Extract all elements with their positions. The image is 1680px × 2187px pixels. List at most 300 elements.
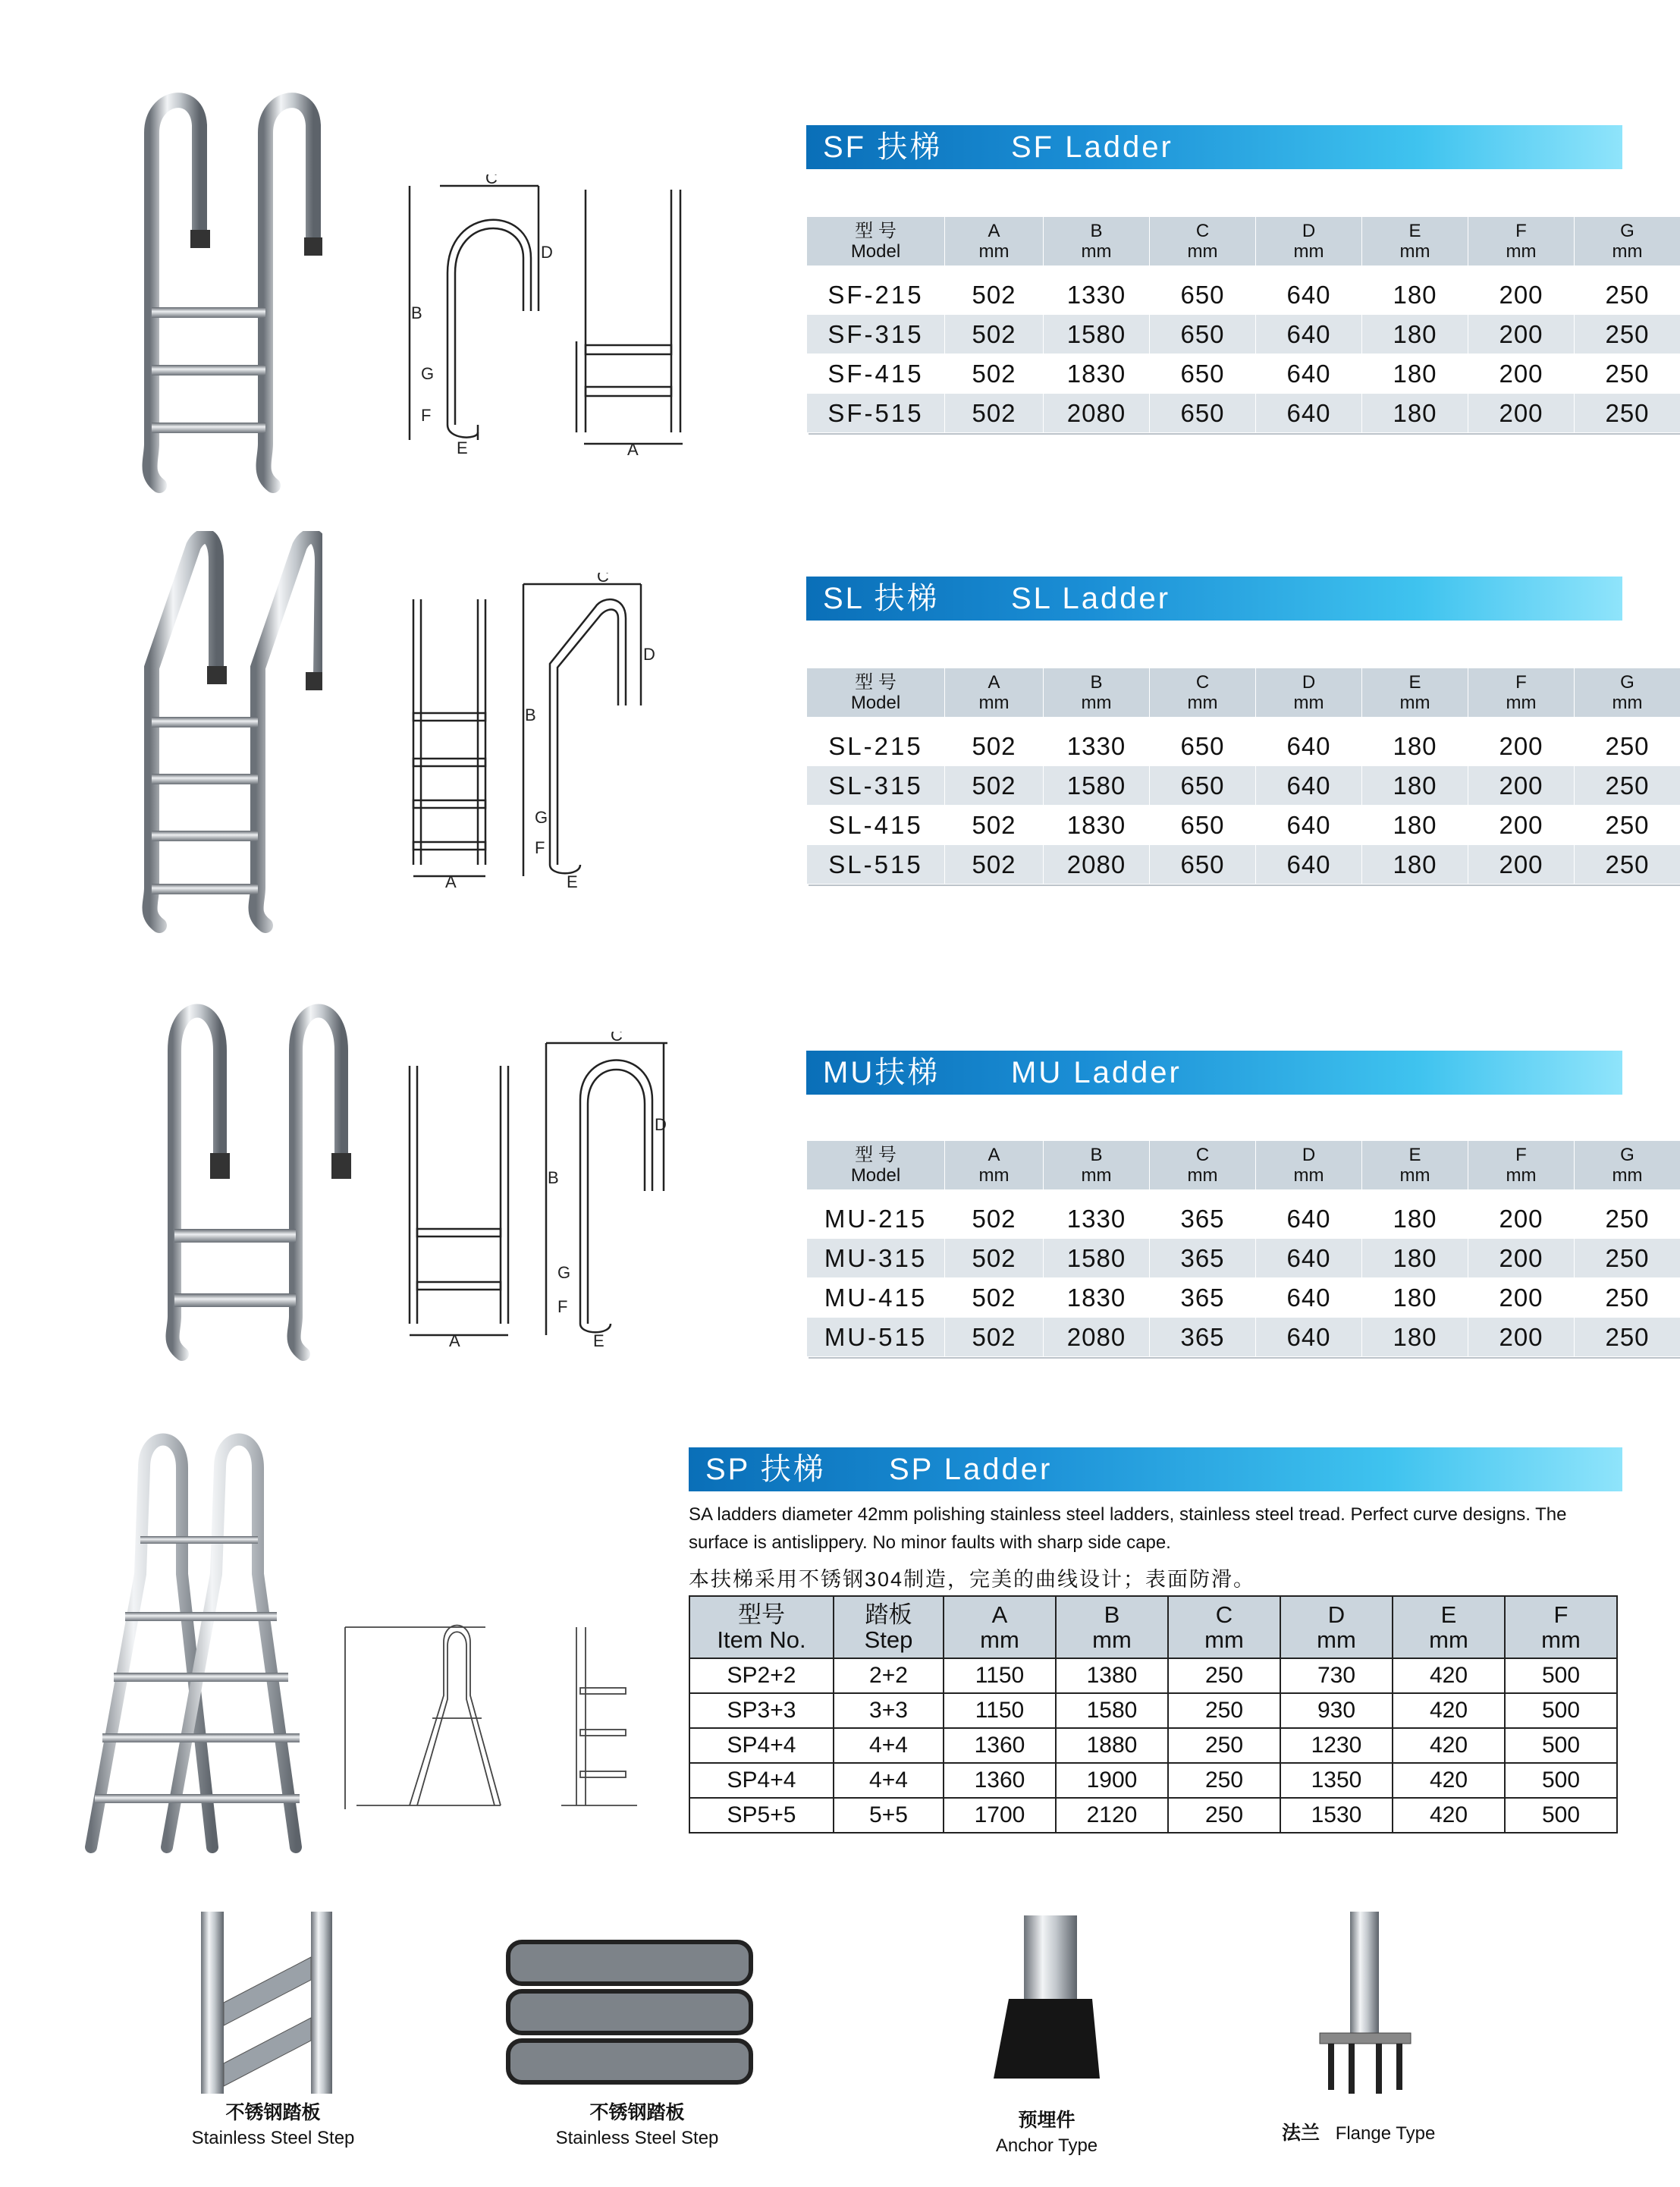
table-cell: 4+4 (834, 1728, 944, 1763)
table-row (807, 727, 1680, 766)
table-cell: 640 (1256, 275, 1362, 315)
table-cell: 250 (1575, 766, 1680, 806)
table-cell: MU-515 (807, 1318, 945, 1357)
table-cell: 200 (1468, 394, 1575, 433)
column-header (807, 217, 945, 266)
table-cell: 640 (1256, 1199, 1362, 1239)
table-cell: SF-215 (807, 275, 945, 315)
table-cell: SP3+3 (689, 1693, 834, 1728)
table-cell: 502 (945, 315, 1044, 354)
table-row (807, 806, 1680, 845)
table-cell: 2080 (1044, 394, 1150, 433)
column-header-top: F (1515, 221, 1527, 241)
column-header-unit: mm (1187, 693, 1218, 713)
column-header-top: F (1553, 1601, 1569, 1628)
column-header-unit: mm (1293, 1165, 1324, 1186)
column-header-unit: mm (1399, 241, 1430, 262)
column-header (1468, 668, 1575, 718)
svg-text:A: A (449, 1331, 460, 1350)
table-cell: 250 (1168, 1693, 1280, 1728)
table-cell: 180 (1362, 845, 1468, 885)
svg-text:F: F (421, 406, 432, 425)
table-cell: SF-315 (807, 315, 945, 354)
table-cell: 250 (1168, 1798, 1280, 1833)
column-header (1150, 217, 1256, 266)
table-cell: 250 (1168, 1763, 1280, 1798)
table-cell: SP5+5 (689, 1798, 834, 1833)
mu-spec-table (806, 1140, 1680, 1357)
table-cell: 650 (1150, 394, 1256, 433)
column-header (1362, 668, 1468, 718)
sl-banner (806, 577, 1622, 621)
table-cell: 1330 (1044, 727, 1150, 766)
column-header-unit: mm (1429, 1626, 1468, 1653)
column-header (1468, 1141, 1575, 1190)
sp-banner (689, 1447, 1622, 1491)
table-cell: 250 (1575, 354, 1680, 394)
table-row (807, 1199, 1680, 1239)
table-cell: 500 (1505, 1798, 1617, 1833)
column-header-unit: mm (1612, 241, 1643, 262)
column-header-unit: Item No. (717, 1626, 806, 1653)
table-cell: 502 (945, 727, 1044, 766)
table-cell: 180 (1362, 394, 1468, 433)
column-header-top: A (988, 221, 1000, 241)
table-cell: 250 (1168, 1658, 1280, 1693)
column-header (1044, 668, 1150, 718)
column-header-unit: mm (1506, 241, 1537, 262)
table-cell: 180 (1362, 1199, 1468, 1239)
table-row (689, 1693, 1617, 1728)
column-header-top: F (1515, 672, 1527, 693)
column-header (807, 1141, 945, 1190)
column-header-unit: Step (864, 1626, 913, 1653)
sp-ladder-photo (83, 1422, 311, 1855)
sf-ladder-drawing (402, 174, 705, 455)
table-row (689, 1658, 1617, 1693)
table-cell: 502 (945, 806, 1044, 845)
table-cell: 180 (1362, 275, 1468, 315)
table-cell: 502 (945, 394, 1044, 433)
table-cell: 250 (1575, 806, 1680, 845)
column-header-top: E (1408, 221, 1421, 241)
table-cell: 5+5 (834, 1798, 944, 1833)
table-row (807, 845, 1680, 885)
sl-banner-en: SL Ladder (1011, 582, 1171, 615)
table-cell: 1830 (1044, 806, 1150, 845)
table-cell: 365 (1150, 1239, 1256, 1278)
table-cell: 200 (1468, 806, 1575, 845)
table-cell: 502 (945, 766, 1044, 806)
column-header-top: C (1215, 1601, 1233, 1628)
table-cell: SF-515 (807, 394, 945, 433)
column-header-top: D (1302, 1145, 1316, 1165)
svg-text:B: B (525, 705, 536, 724)
column-header (1168, 1596, 1280, 1658)
table-cell: 180 (1362, 315, 1468, 354)
column-header-unit: mm (1399, 693, 1430, 713)
accessory-caption-1-en: Stainless Steel Step (191, 2128, 355, 2148)
table-cell: 1360 (944, 1763, 1056, 1798)
table-row (807, 394, 1680, 433)
table-cell: 200 (1468, 315, 1575, 354)
mu-banner-en: MU Ladder (1011, 1056, 1182, 1089)
column-header-unit: mm (1612, 1165, 1643, 1186)
accessory-caption-1-cn: 不锈钢踏板 (225, 2102, 321, 2123)
sp-ladder-drawing (334, 1604, 652, 1817)
table-cell: 420 (1393, 1658, 1505, 1693)
table-cell: 180 (1362, 354, 1468, 394)
sp-spec-table (689, 1595, 1618, 1833)
table-cell: 2120 (1056, 1798, 1168, 1833)
table-cell: 250 (1575, 1278, 1680, 1318)
table-cell: 4+4 (834, 1763, 944, 1798)
table-cell: 640 (1256, 1278, 1362, 1318)
column-header-top: 型 号 (855, 672, 897, 693)
table-cell: 3+3 (834, 1693, 944, 1728)
table-cell: 640 (1256, 845, 1362, 885)
accessory-caption-2-cn: 不锈钢踏板 (589, 2102, 685, 2123)
table-cell: 365 (1150, 1318, 1256, 1357)
column-header-top: C (1195, 1145, 1210, 1165)
table-cell: 1150 (944, 1693, 1056, 1728)
table-cell: 180 (1362, 766, 1468, 806)
column-header-unit: mm (978, 693, 1010, 713)
table-cell: 1880 (1056, 1728, 1168, 1763)
table-cell: 1530 (1280, 1798, 1393, 1833)
column-header-top: D (1327, 1601, 1346, 1628)
sf-spec-table (806, 216, 1680, 433)
column-header-top: A (991, 1601, 1008, 1628)
table-cell: 250 (1575, 1239, 1680, 1278)
table-cell: 640 (1256, 1239, 1362, 1278)
column-header-unit: mm (1506, 693, 1537, 713)
table-cell: 250 (1575, 1318, 1680, 1357)
column-header-top: 型 号 (855, 1145, 897, 1165)
table-cell: 650 (1150, 806, 1256, 845)
sf-banner-en: SF Ladder (1011, 130, 1173, 164)
sp-description-cn: 本扶梯采用不锈钢304制造，完美的曲线设计；表面防滑。 (689, 1568, 1256, 1591)
column-header-top: D (1302, 221, 1316, 241)
table-cell: SL-315 (807, 766, 945, 806)
accessory-caption-3 (933, 2107, 1160, 2159)
svg-text:A: A (445, 872, 457, 891)
column-header (945, 668, 1044, 718)
sl-ladder-photo (140, 531, 322, 933)
accessory-caption-2-en: Stainless Steel Step (555, 2128, 719, 2148)
table-cell: 650 (1150, 766, 1256, 806)
table-cell: 640 (1256, 315, 1362, 354)
table-cell: 200 (1468, 1199, 1575, 1239)
sp-description-en-1: SA ladders diameter 42mm polishing stainless steel ladders, stainless steel tread. Perfect curve designs. The (689, 1504, 1567, 1525)
column-header-unit: mm (1293, 693, 1324, 713)
column-header-top: F (1515, 1145, 1527, 1165)
table-cell: 200 (1468, 1239, 1575, 1278)
svg-text:F: F (535, 838, 545, 857)
column-header (689, 1596, 834, 1658)
column-header-unit: mm (1399, 1165, 1430, 1186)
table-cell: 200 (1468, 354, 1575, 394)
svg-text:D: D (541, 243, 553, 262)
accessory-caption-3-cn: 预埋件 (1018, 2110, 1076, 2131)
svg-text:G: G (421, 364, 435, 383)
table-cell: 502 (945, 1199, 1044, 1239)
column-header (1393, 1596, 1505, 1658)
table-cell: 640 (1256, 394, 1362, 433)
column-header-top: C (1195, 672, 1210, 693)
column-header-unit: mm (1506, 1165, 1537, 1186)
column-header-top: G (1620, 1145, 1634, 1165)
mu-banner (806, 1051, 1622, 1095)
table-cell: 2080 (1044, 845, 1150, 885)
mu-ladder-drawing (394, 1032, 698, 1350)
table-cell: 1580 (1044, 766, 1150, 806)
column-header-unit: mm (1187, 241, 1218, 262)
column-header-top: A (988, 1145, 1000, 1165)
table-cell: 502 (945, 275, 1044, 315)
table-row (807, 766, 1680, 806)
table-cell: 420 (1393, 1798, 1505, 1833)
column-header-unit: mm (1541, 1626, 1581, 1653)
column-header (1256, 1141, 1362, 1190)
column-header (1362, 217, 1468, 266)
table-cell: MU-315 (807, 1239, 945, 1278)
table-cell: 2080 (1044, 1318, 1150, 1357)
sl-spec-table (806, 668, 1680, 885)
svg-text:G: G (557, 1263, 571, 1282)
table-cell: 1580 (1056, 1693, 1168, 1728)
column-header-top: G (1620, 672, 1634, 693)
svg-text:E: E (567, 872, 578, 891)
table-cell: 1150 (944, 1658, 1056, 1693)
table-cell: 500 (1505, 1728, 1617, 1763)
table-cell: 180 (1362, 1318, 1468, 1357)
table-cell: 502 (945, 354, 1044, 394)
column-header-unit: mm (1204, 1626, 1244, 1653)
column-header-unit: mm (1092, 1626, 1132, 1653)
column-header (945, 217, 1044, 266)
mu-banner-cn: MU扶梯 (823, 1056, 940, 1089)
accessory-caption-4-en: Flange Type (1335, 2123, 1436, 2144)
table-cell: 250 (1168, 1728, 1280, 1763)
table-cell: 250 (1575, 727, 1680, 766)
accessory-caption-2 (516, 2100, 758, 2151)
svg-text:F: F (557, 1297, 568, 1316)
table-cell: 250 (1575, 315, 1680, 354)
column-header-top: B (1090, 1145, 1103, 1165)
column-header-top: B (1090, 221, 1103, 241)
stainless-step-photo-2 (501, 1938, 758, 2086)
column-header-unit: mm (1081, 241, 1112, 262)
sp-banner-en: SP Ladder (889, 1453, 1053, 1486)
table-cell: 1900 (1056, 1763, 1168, 1798)
table-cell: 180 (1362, 806, 1468, 845)
svg-text:C: C (597, 573, 609, 586)
table-cell: 1830 (1044, 354, 1150, 394)
sf-banner-cn: SF 扶梯 (823, 130, 943, 164)
table-cell: 502 (945, 1278, 1044, 1318)
table-cell: 180 (1362, 1278, 1468, 1318)
column-header (1575, 668, 1680, 718)
column-header-unit: Model (850, 241, 901, 262)
table-cell: 650 (1150, 275, 1256, 315)
column-header-unit: Model (850, 1165, 901, 1186)
accessory-caption-3-en: Anchor Type (995, 2135, 1098, 2156)
svg-text:D: D (643, 645, 655, 664)
table-cell: 1380 (1056, 1658, 1168, 1693)
table-cell: MU-415 (807, 1278, 945, 1318)
column-header (807, 668, 945, 718)
column-header (944, 1596, 1056, 1658)
column-header-top: 型号 (738, 1601, 785, 1628)
column-header-unit: mm (978, 241, 1010, 262)
column-header-unit: mm (1293, 241, 1324, 262)
sl-ladder-drawing (398, 573, 686, 891)
column-header-top: 型 号 (855, 221, 897, 241)
table-cell: 640 (1256, 727, 1362, 766)
sf-banner (806, 125, 1622, 169)
table-cell: 200 (1468, 766, 1575, 806)
column-header (1280, 1596, 1393, 1658)
column-header-top: G (1620, 221, 1634, 241)
table-row (807, 1318, 1680, 1357)
svg-text:C: C (485, 174, 498, 187)
table-cell: 650 (1150, 845, 1256, 885)
column-header-unit: mm (1612, 693, 1643, 713)
table-cell: 502 (945, 845, 1044, 885)
table-row (689, 1763, 1617, 1798)
table-cell: 1350 (1280, 1763, 1393, 1798)
column-header-top: E (1408, 672, 1421, 693)
column-header-top: C (1195, 221, 1210, 241)
table-cell: 1330 (1044, 1199, 1150, 1239)
svg-text:E: E (457, 438, 468, 455)
column-header-top: 踏板 (865, 1601, 912, 1628)
table-cell: 500 (1505, 1658, 1617, 1693)
sp-banner-cn: SP 扶梯 (705, 1453, 826, 1486)
column-header-top: B (1104, 1601, 1120, 1628)
table-cell: 1330 (1044, 275, 1150, 315)
column-header-top: E (1408, 1145, 1421, 1165)
sf-ladder-photo (140, 80, 322, 493)
column-header-top: B (1090, 672, 1103, 693)
table-cell: 420 (1393, 1693, 1505, 1728)
table-row (807, 354, 1680, 394)
svg-text:D: D (655, 1115, 667, 1134)
table-cell: 1580 (1044, 1239, 1150, 1278)
column-header-unit: mm (980, 1626, 1019, 1653)
table-row (807, 1239, 1680, 1278)
column-header (1056, 1596, 1168, 1658)
table-cell: 730 (1280, 1658, 1393, 1693)
table-cell: 2+2 (834, 1658, 944, 1693)
table-cell: 640 (1256, 806, 1362, 845)
column-header (1575, 217, 1680, 266)
column-header (1044, 1141, 1150, 1190)
column-header (1256, 668, 1362, 718)
table-cell: 650 (1150, 727, 1256, 766)
table-cell: 650 (1150, 354, 1256, 394)
column-header-unit: mm (978, 1165, 1010, 1186)
stainless-step-photo-1 (190, 1912, 341, 2094)
table-cell: 1230 (1280, 1728, 1393, 1763)
table-row (807, 315, 1680, 354)
table-cell: 502 (945, 1318, 1044, 1357)
column-header-top: D (1302, 672, 1316, 693)
table-cell: 1700 (944, 1798, 1056, 1833)
flange-type-photo (1305, 1912, 1426, 2097)
table-cell: 200 (1468, 1278, 1575, 1318)
table-cell: 420 (1393, 1763, 1505, 1798)
svg-text:B: B (548, 1168, 559, 1187)
table-cell: SL-215 (807, 727, 945, 766)
table-cell: 1580 (1044, 315, 1150, 354)
table-cell: 200 (1468, 845, 1575, 885)
table-cell: 365 (1150, 1199, 1256, 1239)
column-header-unit: mm (1081, 1165, 1112, 1186)
sp-description-en-2: surface is antislippery. No minor faults with sharp side cape. (689, 1532, 1171, 1553)
table-cell: 180 (1362, 727, 1468, 766)
table-row (807, 275, 1680, 315)
svg-text:A: A (627, 440, 639, 455)
column-header-top: A (988, 672, 1000, 693)
table-cell: 930 (1280, 1693, 1393, 1728)
table-cell: SP2+2 (689, 1658, 834, 1693)
column-header (1256, 217, 1362, 266)
table-cell: 250 (1575, 845, 1680, 885)
svg-text:B: B (411, 303, 422, 322)
table-cell: 420 (1393, 1728, 1505, 1763)
table-cell: 250 (1575, 1199, 1680, 1239)
anchor-type-photo (978, 1915, 1115, 2086)
table-cell: 1360 (944, 1728, 1056, 1763)
column-header (1468, 217, 1575, 266)
table-cell: 200 (1468, 1318, 1575, 1357)
column-header (1505, 1596, 1617, 1658)
table-cell: 640 (1256, 1318, 1362, 1357)
table-cell: SF-415 (807, 354, 945, 394)
table-cell: MU-215 (807, 1199, 945, 1239)
svg-text:E: E (593, 1331, 604, 1350)
svg-text:G: G (535, 808, 548, 827)
column-header (1150, 668, 1256, 718)
column-header (1044, 217, 1150, 266)
accessory-caption-4 (1282, 2120, 1509, 2147)
sl-banner-cn: SL 扶梯 (823, 582, 940, 615)
table-cell: SL-515 (807, 845, 945, 885)
column-header (834, 1596, 944, 1658)
table-cell: 1830 (1044, 1278, 1150, 1318)
table-cell: 250 (1575, 275, 1680, 315)
accessory-caption-4-cn: 法兰 (1282, 2123, 1320, 2144)
table-cell: 200 (1468, 275, 1575, 315)
column-header-top: E (1440, 1601, 1457, 1628)
table-cell: 502 (945, 1239, 1044, 1278)
svg-text:C: C (611, 1032, 623, 1045)
table-cell: 640 (1256, 766, 1362, 806)
column-header (945, 1141, 1044, 1190)
mu-ladder-photo (163, 998, 353, 1362)
table-cell: SP4+4 (689, 1763, 834, 1798)
table-row (689, 1798, 1617, 1833)
column-header (1362, 1141, 1468, 1190)
table-cell: 180 (1362, 1239, 1468, 1278)
table-cell: 500 (1505, 1763, 1617, 1798)
column-header-unit: mm (1081, 693, 1112, 713)
column-header-unit: Model (850, 693, 901, 713)
table-cell: SL-415 (807, 806, 945, 845)
table-cell: 200 (1468, 727, 1575, 766)
